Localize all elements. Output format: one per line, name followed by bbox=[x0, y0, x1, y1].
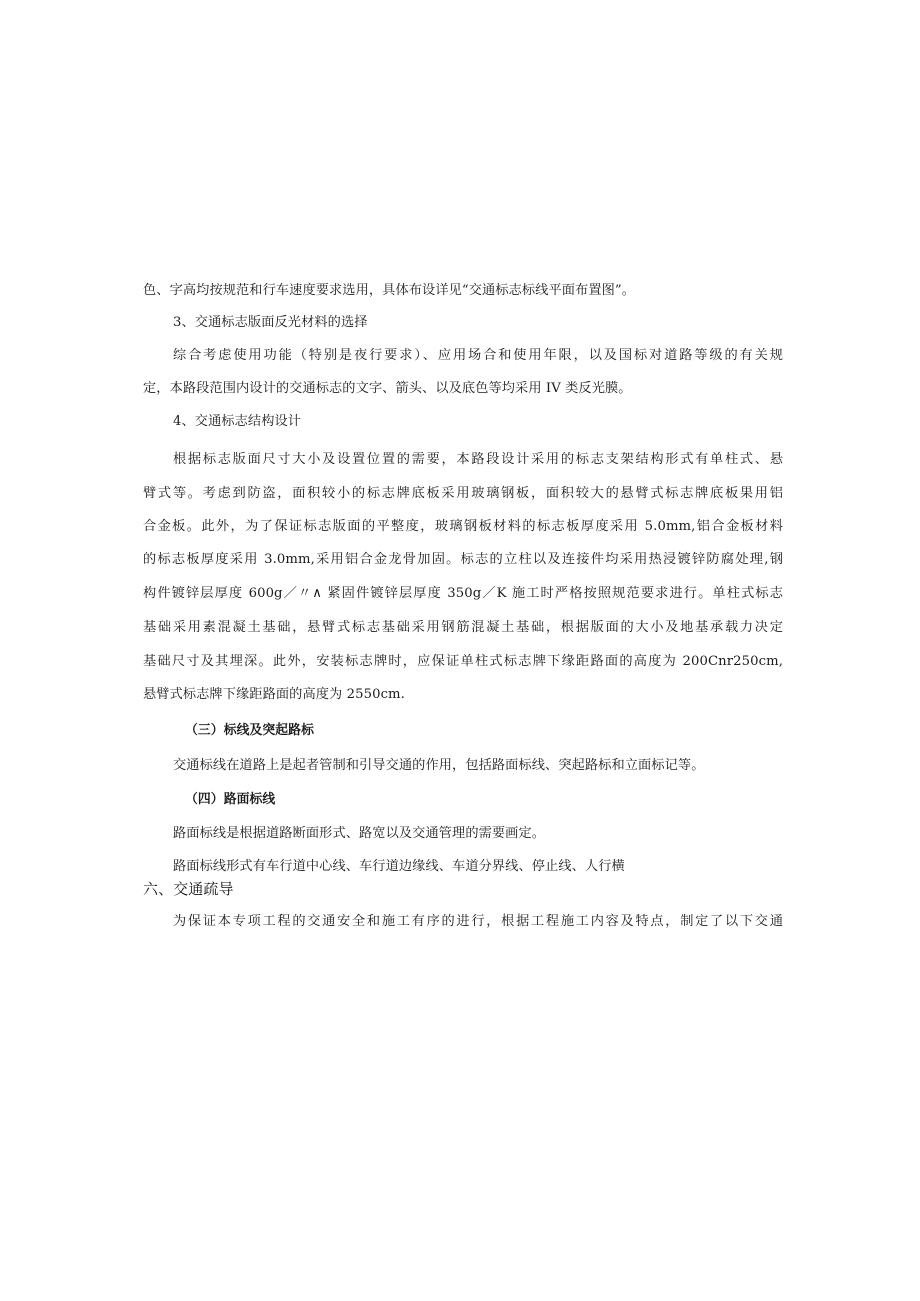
paragraph-structure-line-1: 根据标志版面尺寸大小及设置位置的需要，本路段设计采用的标志支架结构形式有单柱式、悬 bbox=[173, 452, 783, 467]
heading-reflective-material: 3、交通标志版面反光材料的选择 bbox=[173, 315, 368, 330]
paragraph-markings-purpose: 交通标线在道路上是起者管制和引导交通的作用，包括路面标线、突起路标和立面标记等。 bbox=[173, 758, 705, 773]
section-heading-traffic-diversion: 六、交通疏导 bbox=[143, 880, 234, 898]
subheading-road-markings: （四）路面标线 bbox=[185, 792, 276, 807]
paragraph-road-markings-types: 路面标线形式有车行道中心线、车行道边缘线、车道分界线、停止线、人行横 bbox=[173, 859, 625, 874]
paragraph-structure-line-4: 的标志板厚度采用 3.0mm,采用铝合金龙骨加固。标志的立柱以及连接件均采用热浸镀锌防腐处理,钢 bbox=[143, 552, 783, 567]
paragraph-reflective-line-2: 定，本路段范围内设计的交通标志的文字、箭头、以及底色等均采用 IV 类反光膜。 bbox=[143, 381, 632, 396]
paragraph-structure-line-2: 臂式等。考虑到防盗，面积较小的标志牌底板采用玻璃钢板，面积较大的悬臂式标志牌底板果用铝 bbox=[143, 486, 783, 501]
paragraph-structure-line-3: 合金板。此外，为了保证标志版面的平整度，玻璃钢板材料的标志板厚度采用 5.0mm,铝合金板材料 bbox=[143, 519, 783, 534]
paragraph-structure-line-5: 构件镀锌层厚度 600g／〃∧ 紧固件镀锌层厚度 350g／K 施工时严格按照规范要求进行。单柱式标志 bbox=[143, 586, 783, 601]
paragraph-structure-line-8: 悬臂式标志牌下缘距路面的高度为 2550cm. bbox=[143, 687, 405, 702]
paragraph-reflective-line-1: 综合考虑使用功能（特别是夜行要求）、应用场合和使用年限，以及国标对道路等级的有关规 bbox=[173, 348, 783, 363]
subheading-markings-and-raised-markers: （三）标线及突起路标 bbox=[185, 723, 314, 738]
paragraph-intro-tail: 色、字高均按规范和行车速度要求选用，具体布设详见“交通标志标线平面布置图”。 bbox=[143, 283, 636, 298]
paragraph-traffic-diversion: 为保证本专项工程的交通安全和施工有序的进行，根据工程施工内容及特点，制定了以下交通 bbox=[173, 914, 783, 929]
paragraph-structure-line-7: 基础尺寸及其埋深。此外，安装标志牌时，应保证单柱式标志牌下缘距路面的高度为 200Cnr250cm, bbox=[143, 654, 783, 669]
paragraph-road-markings-basis: 路面标线是根据道路断面形式、路宽以及交通管理的需要画定。 bbox=[173, 826, 546, 841]
paragraph-structure-line-6: 基础采用素混凝土基础，悬臂式标志基础采用钢筋混凝土基础，根据版面的大小及地基承载力决定 bbox=[143, 620, 783, 635]
heading-sign-structure: 4、交通标志结构设计 bbox=[173, 414, 302, 429]
